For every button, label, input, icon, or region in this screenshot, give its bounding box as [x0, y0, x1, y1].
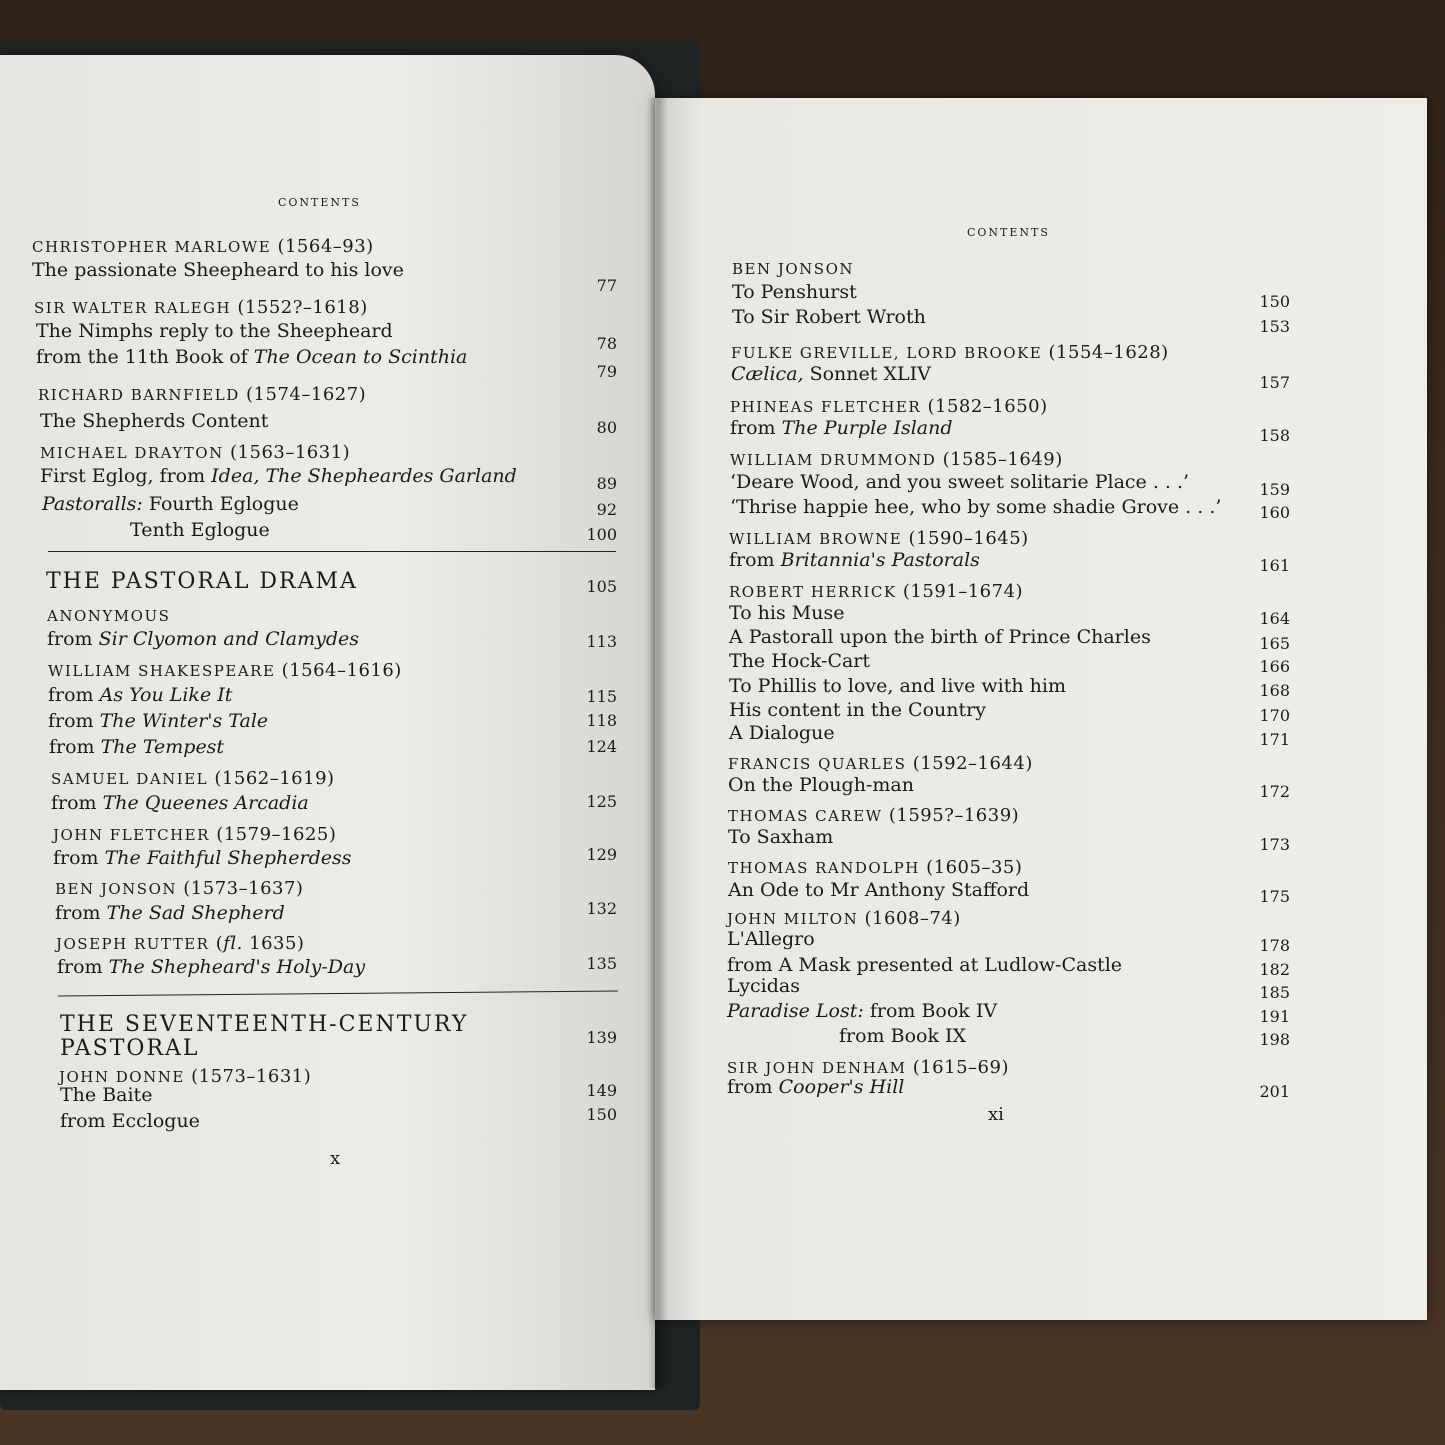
author-dates: (1579–1625) — [216, 824, 337, 845]
title-text: To Phillis to love, and live with him — [729, 675, 1066, 697]
toc-entry-title — [36, 320, 393, 342]
title-italic: Cælica, — [731, 363, 804, 385]
author-name: JOHN FLETCHER — [53, 826, 210, 844]
title-italic: Britannia's Pastorals — [780, 549, 980, 571]
section-title-line1: THE SEVENTEENTH-CENTURY — [60, 1012, 469, 1037]
author-name: ROBERT HERRICK — [729, 583, 897, 601]
toc-entry-title — [40, 465, 517, 487]
title-text: To his Muse — [729, 602, 845, 624]
title-prefix: from — [729, 549, 781, 571]
book-gutter — [648, 98, 668, 1388]
author-name: JOSEPH RUTTER — [56, 935, 210, 953]
author-dates: (1574–1627) — [246, 384, 367, 405]
toc-entry-title — [731, 363, 931, 385]
author-heading — [56, 933, 304, 954]
page-number: 159 — [1259, 480, 1290, 499]
author-dates: (1552?–1618) — [237, 297, 368, 318]
toc-entry-title — [727, 954, 1122, 976]
toc-entry-title — [727, 928, 815, 950]
title-italic: The Shepheard's Holy-Day — [108, 956, 366, 978]
toc-entry-title — [130, 519, 270, 541]
page-number: 100 — [586, 525, 617, 544]
author-heading — [38, 384, 366, 405]
toc-entry-title — [729, 626, 1151, 648]
author-name: PHINEAS FLETCHER — [730, 398, 922, 416]
toc-entry-title — [40, 410, 268, 432]
title-text: To Saxham — [728, 826, 834, 848]
author-name: THOMAS RANDOLPH — [728, 859, 920, 877]
right-running-head: contents — [967, 222, 1050, 240]
toc-entry-title — [32, 259, 404, 281]
title-italic: The Winter's Tale — [99, 710, 269, 732]
title-text: Lycidas — [727, 975, 800, 997]
author-heading — [51, 768, 335, 789]
page-number: 175 — [1259, 887, 1290, 906]
author-name: ANONYMOUS — [47, 607, 171, 625]
title-text: The Nimphs reply to the Sheepheard — [36, 320, 393, 342]
title-text: His content in the Country — [729, 699, 986, 721]
author-heading — [728, 805, 1019, 826]
page-number: 168 — [1259, 681, 1290, 700]
toc-entry-title — [49, 736, 224, 758]
title-italic: The Faithful Shepherdess — [104, 847, 352, 869]
author-heading — [729, 528, 1029, 549]
title-italic: Cooper's Hill — [778, 1076, 905, 1098]
author-dates: (1573–1637) — [183, 878, 304, 899]
title-text: To Sir Robert Wroth — [732, 306, 926, 328]
toc-entry-title — [839, 1025, 966, 1047]
author-name: WILLIAM BROWNE — [729, 530, 903, 548]
title-text: from Book IX — [839, 1025, 967, 1047]
section-title: THE PASTORAL DRAMA — [46, 569, 358, 594]
author-heading — [731, 342, 1169, 363]
page-number: 80 — [596, 418, 617, 437]
section-divider — [48, 551, 616, 552]
toc-entry-title — [729, 549, 980, 571]
author-heading — [727, 908, 961, 929]
author-name: BEN JONSON — [732, 260, 854, 278]
toc-entry-title — [48, 710, 268, 732]
author-heading — [40, 442, 350, 463]
author-heading — [732, 260, 854, 278]
dates-year: 1635) — [242, 933, 305, 954]
title-italic: The Queenes Arcadia — [102, 792, 309, 814]
author-dates: (1563–1631) — [230, 442, 351, 463]
toc-entry-title — [732, 281, 857, 303]
title-text: The Hock-Cart — [729, 650, 871, 672]
title-italic: Paradise Lost: — [727, 1000, 864, 1022]
author-heading — [32, 236, 374, 257]
title-text: L'Allegro — [727, 928, 815, 950]
title-text: The Shepherds Content — [40, 410, 269, 432]
author-name: THOMAS CAREW — [728, 807, 883, 825]
title-text: ‘Deare Wood, and you sweet solitarie Place . . .’ — [730, 471, 1190, 493]
author-heading — [730, 449, 1063, 470]
title-prefix: from — [48, 684, 100, 706]
toc-entry-title — [729, 722, 835, 744]
toc-entry-title — [55, 902, 285, 924]
toc-entry-title — [728, 879, 1029, 901]
toc-entry-title — [729, 602, 844, 624]
page-number: 173 — [1259, 835, 1290, 854]
title-suffix: Fourth Eglogue — [142, 493, 299, 515]
page-number: 92 — [596, 500, 617, 519]
title-prefix: from — [730, 417, 782, 439]
title-text: from Ecclogue — [60, 1110, 200, 1132]
toc-entry-title — [42, 493, 299, 515]
author-dates: (1582–1650) — [927, 396, 1048, 417]
page-number: 89 — [596, 474, 617, 493]
author-name: FRANCIS QUARLES — [728, 755, 907, 773]
author-name: JOHN DONNE — [59, 1068, 185, 1086]
page-number: 198 — [1259, 1030, 1290, 1049]
page-number: 78 — [596, 334, 617, 353]
author-dates: (1605–35) — [926, 857, 1023, 878]
toc-entry-title — [729, 650, 870, 672]
page-number: 185 — [1259, 983, 1290, 1002]
title-suffix: from Book IV — [863, 1000, 998, 1022]
left-folio: x — [330, 1148, 341, 1169]
section-heading — [46, 570, 358, 594]
author-heading — [34, 297, 368, 318]
page-number: 150 — [586, 1105, 617, 1124]
author-name: FULKE GREVILLE, LORD BROOKE — [731, 344, 1043, 362]
title-suffix: Sonnet XLIV — [803, 363, 931, 385]
author-dates: (1562–1619) — [214, 768, 335, 789]
section-title-line2: PASTORAL — [60, 1036, 200, 1061]
page-number: 149 — [586, 1081, 617, 1100]
title-italic: Pastoralls: — [42, 493, 143, 515]
page-number: 201 — [1259, 1082, 1290, 1101]
title-italic: Idea, The Shepheardes Garland — [211, 465, 517, 487]
toc-entry-title — [36, 346, 467, 368]
title-text: To Penshurst — [732, 281, 857, 303]
page-number: 115 — [586, 687, 617, 706]
author-heading — [48, 660, 402, 681]
title-italic: The Purple Island — [781, 417, 953, 439]
toc-entry-title — [57, 956, 365, 978]
author-dates: (1554–1628) — [1048, 342, 1169, 363]
page-number: 125 — [586, 792, 617, 811]
page-number: 158 — [1259, 426, 1290, 445]
author-dates: (1590–1645) — [908, 528, 1029, 549]
page-number: 165 — [1259, 634, 1290, 653]
dates-floruit: fl. — [223, 933, 243, 954]
author-dates: (1564–93) — [277, 236, 374, 257]
toc-entry-title — [53, 847, 352, 869]
toc-entry-title — [727, 1000, 997, 1022]
author-name: WILLIAM SHAKESPEARE — [48, 662, 276, 680]
title-text: The passionate Sheepheard to his love — [32, 259, 404, 281]
toc-entry-title — [47, 628, 359, 650]
author-dates: (1591–1674) — [902, 581, 1024, 602]
title-text: ‘Thrise happie hee, who by some shadie Grove . . .’ — [730, 496, 1222, 518]
author-heading — [729, 581, 1023, 602]
author-name: SIR WALTER RALEGH — [34, 299, 232, 317]
section-heading — [60, 1013, 468, 1061]
author-heading — [727, 1057, 1009, 1078]
left-running-head: contents — [278, 192, 361, 210]
toc-entry-title — [51, 792, 309, 814]
page-number: 105 — [586, 577, 617, 596]
author-name: SIR JOHN DENHAM — [727, 1059, 907, 1077]
title-prefix: from — [727, 1076, 779, 1098]
right-folio: xi — [988, 1104, 1004, 1125]
title-italic: The Sad Shepherd — [106, 902, 285, 924]
author-name: CHRISTOPHER MARLOWE — [32, 238, 272, 256]
title-text: from A Mask presented at Ludlow-Castle — [727, 954, 1123, 976]
author-name: JOHN MILTON — [727, 910, 859, 928]
author-dates: (1615–69) — [912, 1057, 1009, 1078]
toc-entry-title — [727, 1076, 904, 1098]
toc-entry-title — [60, 1110, 200, 1132]
author-heading — [728, 753, 1033, 774]
toc-entry-title — [730, 471, 1189, 493]
page-number: 191 — [1259, 1007, 1290, 1026]
author-dates: (1592–1644) — [912, 753, 1033, 774]
dates-open: ( — [215, 933, 224, 954]
title-text: On the Plough-man — [728, 774, 914, 796]
author-name: BEN JONSON — [55, 880, 177, 898]
author-name: WILLIAM DRUMMOND — [730, 451, 937, 469]
page-number: 182 — [1259, 960, 1290, 979]
author-dates: (1573–1631) — [191, 1066, 312, 1087]
toc-entry-title — [732, 306, 926, 328]
page-number: 170 — [1259, 706, 1290, 725]
author-heading — [53, 824, 336, 845]
page-number: 135 — [586, 954, 617, 973]
toc-entry-title — [727, 975, 800, 997]
author-heading — [47, 607, 170, 625]
title-italic: Sir Clyomon and Clamydes — [98, 628, 359, 650]
author-heading — [728, 857, 1022, 878]
title-text: The Baite — [60, 1084, 153, 1106]
page-number: 171 — [1259, 730, 1290, 749]
title-text: Tenth Eglogue — [130, 519, 270, 541]
title-text: A Dialogue — [729, 722, 835, 744]
author-dates: (1608–74) — [864, 908, 961, 929]
title-prefix: from — [55, 902, 107, 924]
title-prefix: from — [53, 847, 105, 869]
author-dates: (1564–1616) — [281, 660, 402, 681]
page-number: 124 — [586, 737, 617, 756]
toc-entry-title — [48, 684, 232, 706]
author-heading — [730, 396, 1048, 417]
author-name: SAMUEL DANIEL — [51, 770, 209, 788]
author-dates — [216, 933, 305, 954]
toc-entry-title — [60, 1084, 152, 1106]
title-prefix: from — [51, 792, 103, 814]
author-name: RICHARD BARNFIELD — [38, 386, 240, 404]
title-text: A Pastorall upon the birth of Prince Charles — [729, 626, 1151, 648]
toc-entry-title — [728, 774, 914, 796]
page-number: 160 — [1259, 503, 1290, 522]
page-number: 79 — [596, 362, 617, 381]
page-number: 161 — [1259, 556, 1290, 575]
author-name: MICHAEL DRAYTON — [40, 444, 224, 462]
author-dates: (1585–1649) — [942, 449, 1063, 470]
title-prefix: from the 11th Book of — [36, 346, 254, 368]
title-italic: As You Like It — [99, 684, 233, 706]
toc-entry-title — [729, 699, 986, 721]
title-prefix: from — [48, 710, 100, 732]
author-dates: (1595?–1639) — [888, 805, 1020, 826]
title-italic: The Ocean to Scinthia — [253, 346, 468, 368]
title-italic: The Tempest — [100, 736, 225, 758]
page-number: 166 — [1259, 657, 1290, 676]
page-number: 164 — [1259, 609, 1290, 628]
page-number: 129 — [586, 845, 617, 864]
page-number: 113 — [586, 632, 617, 651]
title-prefix: from — [49, 736, 101, 758]
title-prefix: First Eglog, from — [40, 465, 212, 487]
toc-entry-title — [730, 496, 1221, 518]
page-number: 139 — [586, 1028, 617, 1047]
page-number: 132 — [586, 899, 617, 918]
page-number: 172 — [1259, 782, 1290, 801]
toc-entry-title — [729, 675, 1066, 697]
page-number: 77 — [596, 276, 617, 295]
page-number: 178 — [1259, 936, 1290, 955]
author-heading — [55, 878, 303, 899]
title-prefix: from — [57, 956, 109, 978]
title-prefix: from — [47, 628, 99, 650]
page-number: 157 — [1259, 373, 1290, 392]
page-number: 153 — [1259, 317, 1290, 336]
toc-entry-title — [730, 417, 953, 439]
page-number: 118 — [586, 711, 617, 730]
title-text: An Ode to Mr Anthony Stafford — [728, 879, 1030, 901]
toc-entry-title — [728, 826, 833, 848]
page-number: 150 — [1259, 292, 1290, 311]
